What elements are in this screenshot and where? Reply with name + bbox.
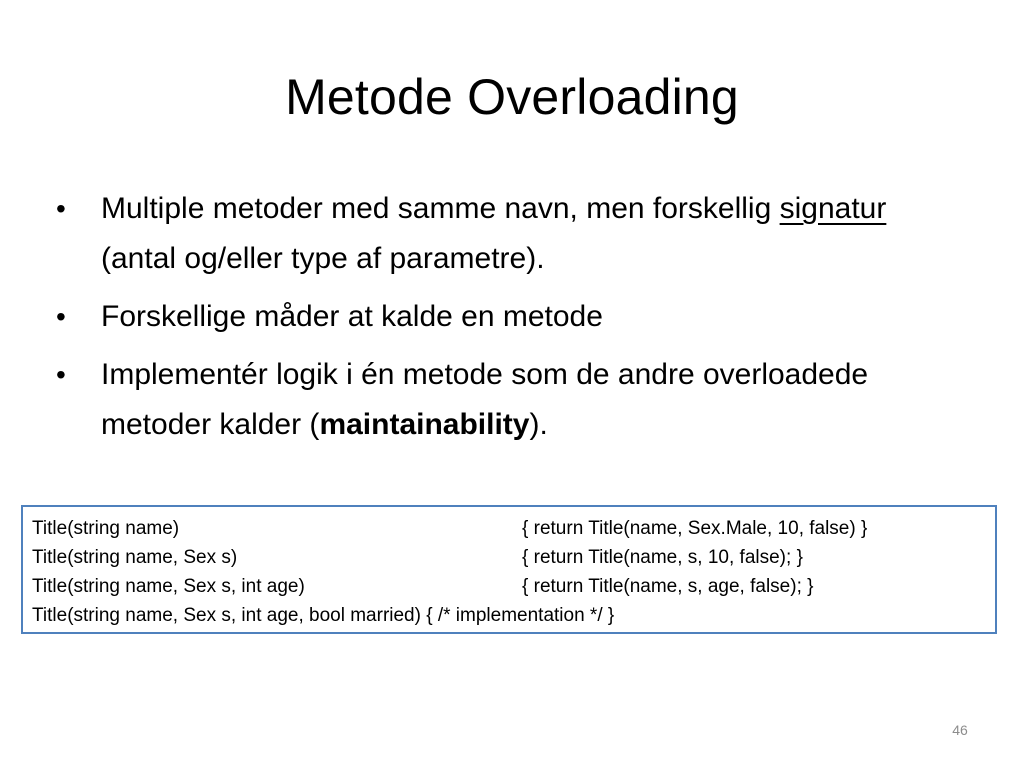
code-line	[32, 572, 814, 602]
bullet-marker: •	[56, 359, 66, 390]
signatur-link[interactable]: signatur	[779, 192, 887, 225]
bullet-text-after: (antal og/eller type af parametre).	[101, 242, 545, 275]
bullet-item-signature	[56, 184, 946, 284]
code-body: { return Title(name, s, 10, false); }	[522, 547, 803, 568]
bullet-text-before: Multiple metoder med samme navn, men forskellig	[101, 192, 780, 225]
bullet-item-ways	[56, 292, 946, 342]
page-number: 46	[952, 722, 968, 738]
bullet-text-after: ).	[529, 408, 548, 441]
bullet-item-implement	[56, 350, 946, 450]
code-line	[32, 601, 614, 631]
bullet-marker: •	[56, 301, 66, 332]
bullet-text-before: Implementér logik i én metode som de andre overloadede metoder kalder (	[101, 358, 869, 441]
maintainability-term: maintainability	[319, 408, 530, 441]
code-signature: Title(string name, Sex s, int age, bool married)	[32, 605, 421, 626]
bullet-marker: •	[56, 193, 66, 224]
code-signature: Title(string name)	[32, 518, 180, 539]
bullet-text: Forskellige måder at kalde en metode	[101, 300, 603, 333]
code-body: { /* implementation */ }	[426, 605, 615, 626]
code-body: { return Title(name, Sex.Male, 10, false) }	[522, 518, 868, 539]
code-body: { return Title(name, s, age, false); }	[522, 576, 814, 597]
slide-title: Metode Overloading	[285, 69, 739, 125]
code-signature: Title(string name, Sex s)	[32, 547, 238, 568]
code-example-box	[21, 505, 997, 634]
bullet-list	[56, 184, 946, 458]
code-signature: Title(string name, Sex s, int age)	[32, 576, 305, 597]
code-line	[32, 514, 868, 544]
code-line	[32, 543, 803, 573]
